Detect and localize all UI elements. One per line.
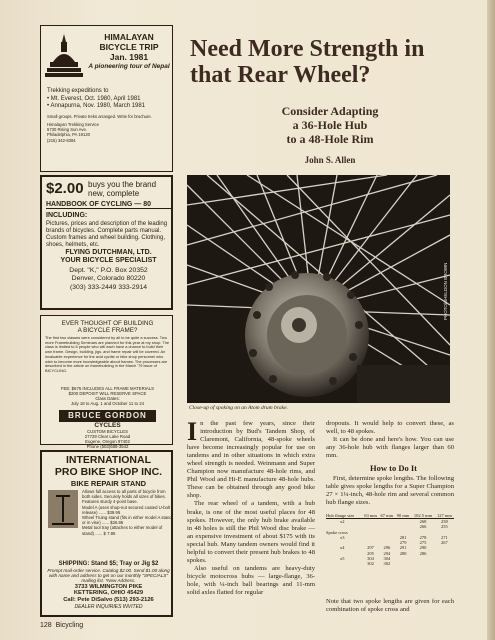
table-row-label <box>326 561 362 566</box>
bruce-gordon-address: CUSTOM BICYCLES 27729 Clear Lake Road Eugene, Oregon 97402 Phone (503)688-3542 <box>84 429 131 449</box>
table-cell: 275 <box>419 540 427 546</box>
international-pro-bike-ad <box>40 450 173 617</box>
table-cell <box>395 561 411 566</box>
page-spine-shadow <box>487 0 495 640</box>
table-row-label: x2 <box>340 519 345 524</box>
table-cell: 266 <box>419 524 427 530</box>
table-cell <box>435 561 454 566</box>
himalayan-title: HIMALAYAN BICYCLE TRIP Jan. 1981 A pioneering tour of Nepal <box>88 32 170 70</box>
international-title: INTERNATIONAL PRO BIKE SHOP INC. <box>54 454 163 478</box>
article-headline: Need More Strength in that Rear Wheel? <box>190 36 425 88</box>
table-header-row: Hub flange size 63 mm 67 mm 90 mm 102.5 mm 127 mm <box>326 513 454 519</box>
photo-caption: Close-up of spoking on an Atom drum brake. <box>189 405 288 411</box>
article-column-1 <box>187 417 315 597</box>
flying-dutchman-company: FLYING DUTCHMAN, LTD. YOUR BICYCLE SPECIALIST <box>60 249 157 264</box>
table-row-label: x3 <box>340 534 345 540</box>
table-cell: 304 <box>367 556 374 562</box>
table-cell: 302 <box>383 561 391 567</box>
bruce-gordon-cycles: CYCLES <box>94 422 121 429</box>
table-cell: 304 <box>383 556 391 562</box>
table-cell: 288 <box>399 550 407 556</box>
article-paragraph: dropouts. It would help to convert these, as well, to 48 spokes. <box>326 420 454 436</box>
frame-class-body: The first two classes were considered by all to be quite a success. Two more Framebuilding Seminars are planned for this year at my shop. The class is limited to 6 people who will each have a chance to build their own frame. Design, building, jigs, and frame repair will be covered. An invaluable experience for the avid cyclist or bike shop personnel who wish to become more knowledgeable about frames. The processes are described in the article on framebuilding in the March '79 issue of BICYCLING. <box>45 335 170 373</box>
hub-photo <box>187 175 450 403</box>
section-subhead: How to Do It <box>370 463 417 474</box>
table-row-label: x4 <box>340 545 345 551</box>
frame-class-fees: FEE: $675 INCLUDES ALL FRAME MATERIALS $200 DEPOSIT WILL RESERVE SPACE Class Dates: July 18 to Aug. 1 and October 11 to 24 <box>60 386 155 406</box>
repair-stand-icon <box>48 490 78 528</box>
table-cell: 302 <box>367 561 374 567</box>
table-row <box>326 561 454 566</box>
table-cell <box>411 561 435 566</box>
handbook-title: HANDBOOK OF CYCLING — 80 <box>46 201 171 209</box>
handbook-price-tagline: buys you the brand new, complete <box>88 180 157 198</box>
photo-credit: PHOTO/SHELDON BROWN <box>443 262 448 320</box>
flying-dutchman-address: Dept. "K," P.O. Box 20352 Denver, Colorado 80220 (303) 333-2449 333-2914 <box>69 267 148 291</box>
handbook-description: Pictures, prices and description of the leading brands of bicycles. Complete parts manual. Custom frames and wheel building. Clothing, shoes, helmets, etc. <box>46 221 168 248</box>
table-cell: 268 <box>419 519 427 524</box>
flying-dutchman-ad <box>40 175 173 310</box>
article-paragraph: Also useful on tandems are heavy-duty bicycle motocross hubs — large-flange, 36-hole, with ¼-inch ball bearings and 11-mm solid axles flatted for regular <box>187 564 315 596</box>
table-cell: 297 <box>367 545 374 551</box>
table-cell: 279 <box>399 540 407 546</box>
drop-cap: I <box>187 417 198 446</box>
table-cell: 281 <box>399 534 407 540</box>
international-shipping: SHIPPING: Stand $5; Tray or Jig $2 Prompt mail-order service. Catalog $2.00. Send $1.00 along with name and address to get on our monthly "SPECIALS" mailing list. *New Address. 3733 WILMINGTON PIKE KETTERING, OHIO 45429 Call: Pete DiSalvo (513) 293-2126 DEALER INQUIRIES INVITED <box>47 561 170 610</box>
article-paragraph: In the past few years, since their introduction by Bud's Tandem Shop, of Claremont, California, 48-spoke wheels have become increasingly popular for use on tandems and in other situations in which extra wheel strength is needed. Weinmann and Super Champion now manufacture 48-hole rims, and Phil Wood and Hi-E manufacture 48-hole hubs. These can be obtained through any good bike shop. <box>187 417 315 500</box>
himalayan-trip-ad <box>40 25 173 172</box>
table-cell: 291 <box>399 545 407 551</box>
bruce-gordon-logo: BRUCE GORDON <box>59 410 156 422</box>
article-column-2 <box>326 420 454 507</box>
table-cell: 296 <box>383 545 391 551</box>
handbook-price: $2.00 <box>46 180 84 197</box>
table-cell: 290 <box>419 545 427 551</box>
page-folio: 128 Bicycling <box>40 622 84 629</box>
repair-stand-features: Allows full access to all parts of bicycle from both sides. Securely holds all sizes of bikes. Features sturdy 4-point base. Model A (uses shop-nut secured coated U-bolt release) ...... $39.95 Wheel Truing stand (fits in either model A stand or in vise) ...... $26.95 Metal tool tray (attaches to either model of stand) ...... $ 7.95 <box>82 489 172 536</box>
himalayan-body: Trekking expeditions to • Mt. Everest, Oct. 1980, April 1981 • Annapurna, Nov. 1980, March 1981 Small groups. Private treks arranged. Write for brochure. Himalayan Trekking Service 5730 Rising Sun Ave. Philadelphia, PA 19120 (215) 342-8384 <box>47 88 169 143</box>
repair-stand-subtitle: BIKE REPAIR STAND <box>70 479 147 488</box>
wheel-hub-image <box>187 175 450 403</box>
spoke-length-table <box>326 513 454 567</box>
table-cell: 294 <box>383 550 391 556</box>
table-row-label: x5 <box>340 556 345 562</box>
article-paragraph-tail: Note that two spoke lengths are given for each combination of spoke cross and <box>326 598 454 614</box>
table-cell: 271 <box>441 534 448 540</box>
table-cell: 278 <box>419 534 427 540</box>
frame-class-headline: EVER THOUGHT OF BUILDING A BICYCLE FRAME? <box>61 320 154 334</box>
table-cell: 255 <box>441 524 448 530</box>
article-paragraph: First, determine spoke lengths. The following table gives spoke lengths for a Super Champion 27 × 1¼-inch, 48-hole rim and several common hub flange sizes. <box>326 475 454 507</box>
stupa-icon <box>47 32 81 82</box>
handbook-including: INCLUDING: <box>46 212 88 219</box>
frame-building-class-ad <box>40 315 173 449</box>
table-cell: 286 <box>419 550 427 556</box>
table-cell: 258 <box>441 519 448 524</box>
article-paragraph: The rear wheel of a tandem, with a hub brake, is one of the most useful places for 48 spokes. However, the only hub brake available in 48 holes is still the Phil Wood disc brake — an expensive investment of about $175 with its special hub. Many tandem owners would find it helpful to convert their present hub brakes to 48 spokes. <box>187 500 315 564</box>
table-cell: 267 <box>441 540 448 546</box>
article-paragraph: It can be done and here's how. You can use any 36-hole hub with flanges larger than 60 mm. <box>326 436 454 460</box>
table-cell: 295 <box>367 550 374 556</box>
article-byline: John S. Allen <box>304 155 356 165</box>
article-deck: Consider Adapting a 36-Hole Hub to a 48-Hole Rim <box>281 104 379 146</box>
spoke-cross-label: Spoke cross <box>326 529 348 535</box>
